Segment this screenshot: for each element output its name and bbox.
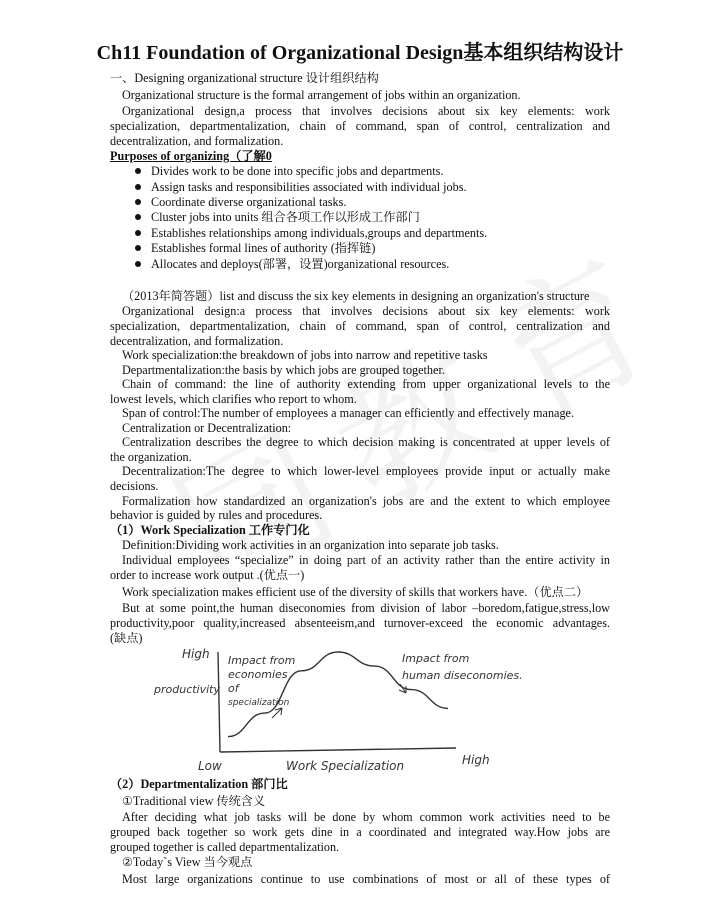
paragraph: Definition:Dividing work activities in an organization into separate job tasks.	[122, 538, 499, 552]
annotation-left-line: of	[228, 682, 239, 695]
paragraph-line: order to increase work output .(优点一)	[110, 568, 305, 582]
paragraph-line: specialization, departmentalization, chain of command, span of control, centralization and	[110, 119, 610, 133]
paragraph-line: the organization.	[110, 450, 192, 464]
paragraph-line: decisions.	[110, 479, 159, 493]
paragraph: Span of control:The number of employees a manager can efficiently and effectively manage.	[122, 406, 574, 420]
annotation-left-line: Impact from	[228, 654, 296, 667]
annotation-right-line: Impact from	[402, 652, 470, 665]
bullet-icon	[135, 245, 141, 251]
annotation-right-line: human diseconomies.	[402, 669, 523, 682]
paragraph-line: But at some point,the human diseconomies from division of labor –boredom,fatigue,stress,low	[122, 601, 610, 615]
paragraph-line: decentralization, and formalization.	[110, 334, 284, 348]
paragraph-line: grouped back together so work gets dine in a coordinated and integrated way.How jobs are	[110, 825, 610, 839]
bullet-icon	[135, 214, 141, 220]
paragraph-line: grouped together is called departmentalization.	[110, 840, 340, 854]
paragraph: Centralization or Decentralization:	[122, 421, 292, 435]
paragraph-line: Chain of command: the line of authority extending from upper organizational levels to the	[122, 377, 610, 391]
y-axis	[218, 652, 220, 752]
bullet-icon	[135, 168, 141, 174]
paragraph: Departmentalization:the basis by which jobs are grouped together.	[122, 363, 445, 377]
annotation-left-line: economies	[228, 668, 288, 681]
subsection-heading: （1）Work Specialization 工作专门化	[110, 523, 310, 537]
paragraph-line: Most large organizations continue to use combinations of most or all of these types of	[122, 872, 610, 886]
paragraph-line: Organizational design,a process that involves decisions about six key elements: work	[122, 104, 610, 118]
paragraph-line: Organizational design:a process that involves decisions about six key elements: work	[122, 304, 610, 318]
y-axis-label: productivity	[154, 683, 220, 696]
paragraph: Work specialization:the breakdown of jobs into narrow and repetitive tasks	[122, 348, 488, 362]
section-heading: 一、Designing organizational structure 设计组织结构	[110, 71, 379, 85]
paragraph: Work specialization makes efficient use of the diversity of skills that workers have.（优点二）	[122, 585, 589, 599]
specialization-chart	[148, 640, 608, 780]
page-title: Ch11 Foundation of Organizational Design基本组织结构设计	[96, 42, 624, 64]
y-high-label: High	[182, 647, 210, 661]
x-axis	[220, 748, 456, 752]
paragraph-line: (缺点)	[110, 631, 143, 645]
x-high-label: High	[462, 753, 490, 767]
paragraph: ①Traditional view 传统含义	[122, 794, 266, 808]
purposes-heading: Purposes of organizing（了解0	[110, 149, 272, 163]
bullet-icon	[135, 230, 141, 236]
paragraph-line: specialization, departmentalization, chain of command, span of control, centralization and	[110, 319, 610, 333]
bullet-icon	[135, 184, 141, 190]
paragraph-line: After deciding what job tasks will be done by whom common work activities need to be	[122, 810, 610, 824]
question-heading: （2013年简答题）list and discuss the six key elements in designing an organization's structure	[122, 289, 590, 303]
x-axis-label: Work Specialization	[286, 759, 405, 773]
paragraph-line: Formalization how standardized an organization's jobs are and the extent to which employee	[122, 494, 610, 508]
x-low-label: Low	[198, 759, 222, 773]
annotation-left-line: specialization	[228, 698, 290, 708]
paragraph: Organizational structure is the formal arrangement of jobs within an organization.	[122, 88, 521, 102]
paragraph-line: Individual employees “specialize” in doing part of an activity rather than the entire activity in	[122, 553, 610, 567]
paragraph: ②Today`s View 当今观点	[122, 855, 253, 869]
paragraph-line: lowest levels, which clarifies who report to whom.	[110, 392, 357, 406]
paragraph-line: Decentralization:The degree to which lower-level employees provide input or actually make	[122, 464, 610, 478]
paragraph-line: decentralization, and formalization.	[110, 134, 284, 148]
bullet-icon	[135, 261, 141, 267]
subsection-heading: （2）Departmentalization 部门比	[110, 777, 288, 791]
paragraph-line: productivity,poor quality,increased absenteeism,and turnover-exceed the economic advantages.	[110, 616, 610, 630]
paragraph-line: Centralization describes the degree to which decision making is concentrated at upper levels of	[122, 435, 610, 449]
paragraph-line: behavior is guided by rules and procedures.	[110, 508, 323, 522]
bullet-icon	[135, 199, 141, 205]
document-page: Ch11 Foundation of Organizational Design基本组织结构设计 一、Designing organizational structure 设计组织结构 Organizational structure is the formal arrangement of jobs within an organization. Organizational design,a process that involves decisions about six key elements: work specialization, departmentalization, chain of command, span of control, centralization and decentralization, and formalization. Purposes of organizing（了解0 Divides work to be done into specific jobs and departments. Assign tasks and responsibilities associated with individual jobs. Coordinate diverse organizational tasks. Cluster jobs into units 组合各项工作以形成工作部门 Establishes relationships among individuals,groups and departments. Establishes formal lines of authority (指挥链) Allocates and deploys(部署，设置)organizational resources. （2013年简答题）list and discuss the six key elements in designing an organization's structure Organizational design:a process that involves decisions about six key elements: work specialization, departmentalization, chain of command, span of control, centralization and decentralization, and formalization. Work specialization:the breakdown of jobs into narrow and repetitive tasks Departmentalization:the basis by which jobs are grouped together. Chain of command: the line of authority extending from upper organizational levels to the lowest levels, which clarifies who report to whom. Span of control:The number of employees a manager can efficiently and effectively manage. Centralization or Decentralization: Centralization describes the degree to which decision making is concentrated at upper levels of the organization. Decentralization:The degree to which lower-level employees provide input or actually make decisions. Formalization how standardized an organization's jobs are and the extent to which employee behavior is guided by rules and procedures. （1）Work Specialization 工作专门化 Definition:Dividing work activities in an organization into separate job tasks. Individual employees “specialize” in doing part of an activity rather than the entire activity in order to increase work output .(优点一) Work specialization makes efficient use of the diversity of skills that workers have.（优点二） But at some point,the human diseconomies from division of labor –boredom,fatigue,stress,low productivity,poor quality,increased absenteeism,and turnover-exceed the economic advantages. (缺点) High productivity Impact from economies of specialization Impact from human diseconomies. Low Work Specialization High （2）Departmentalization 部门比 ①Traditional view 传统含义 After deciding what job tasks will be done by whom common work activities need to be grouped back together so work gets dine in a coordinated and integrated way.How jobs are grouped together is called departmentalization. ②Today`s View 当今观点 Most large organizations continue to use combinations of most or all of these types of	[0, 0, 720, 903]
